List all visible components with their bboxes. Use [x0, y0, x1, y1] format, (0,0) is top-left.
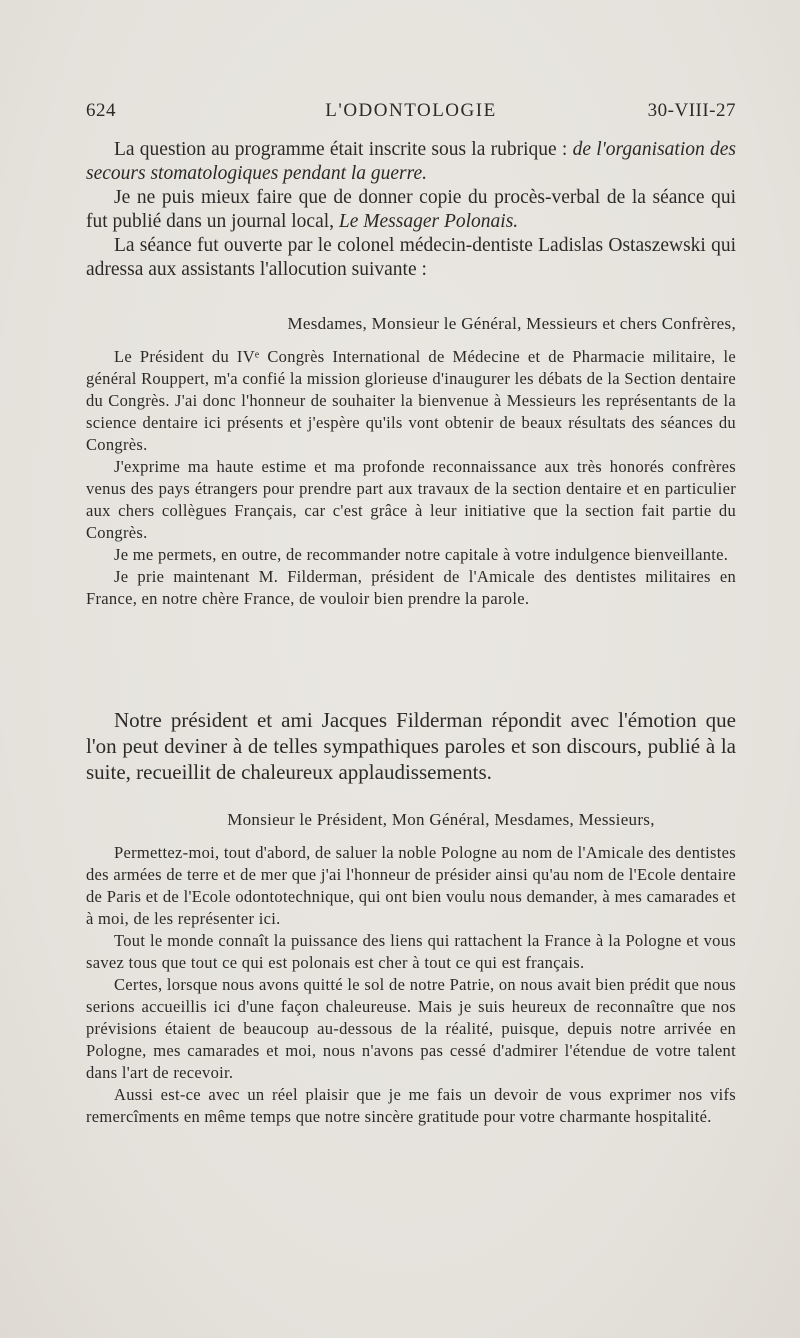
intro-italic: Le Messager Polonais.	[338, 211, 519, 232]
speech-paragraph: Tout le monde connaît la puissance des liens qui rattachent la France à la Pologne et vous savez tous que tout ce qui est polonais est cher à tout ce qui est français.	[86, 931, 736, 972]
issue-date: 30-VIII-27	[647, 100, 736, 121]
intro-text: Je ne puis mieux faire que de donner copie du procès-verbal de la séance qui fut publié dans un journal local,	[86, 187, 736, 232]
speech2-salutation: Monsieur le Président, Mon Général, Mesdames, Messieurs,	[227, 810, 655, 829]
intro-section	[86, 138, 736, 282]
intro-paragraph	[86, 186, 736, 234]
speech-paragraph: J'exprime ma haute estime et ma profonde reconnaissance aux très honorés confrères venus des pays étrangers pour prendre part aux travaux de la section dentaire et en particulier aux chers collègues Français, car c'est grâce à leur initiative que la section fait partie du Congrès.	[86, 457, 736, 542]
page-header	[86, 100, 736, 128]
transition-text: Notre président et ami Jacques Filderman répondit avec l'émotion que l'on peut deviner à de telles sympathiques paroles et son discours, publié à la suite, recueillit de chaleureux applaudissements.	[86, 708, 736, 784]
intro-paragraph: La séance fut ouverte par le colonel médecin-dentiste Ladislas Ostaszewski qui adressa aux assistants l'allocution suivante :	[86, 235, 736, 280]
speech2-body	[86, 842, 736, 1128]
speech1-salutation: Mesdames, Monsieur le Général, Messieurs et chers Confrères,	[287, 314, 736, 333]
transition-paragraph	[86, 707, 736, 785]
intro-paragraph	[86, 138, 736, 186]
journal-title: L'ODONTOLOGIE	[325, 100, 497, 121]
speech-paragraph: Le Président du IVᵉ Congrès International de Médecine et de Pharmacie militaire, le général Rouppert, m'a confié la mission glorieuse d'inaugurer les débats de la Section dentaire du Congrès. J'ai donc l'honneur de souhaiter la bienvenue à Messieurs les représentants de la science dentaire ici présents et j'espère qu'ils vont obtenir de beaux résultats des séances du Congrès.	[86, 347, 736, 454]
page-number: 624	[86, 100, 116, 121]
speech-paragraph: Permettez-moi, tout d'abord, de saluer la noble Pologne au nom de l'Amicale des dentistes des armées de terre et de mer que j'ai l'honneur de présider ainsi qu'au nom de l'Ecole dentaire de Paris et de l'Ecole odontotechnique, qui ont bien voulu nous demander, à mes camarades et à moi, de les représenter ici.	[86, 843, 736, 928]
speech-paragraph: Aussi est-ce avec un réel plaisir que je me fais un devoir de vous exprimer nos vifs remercîments en même temps que notre sincère gratitude pour votre charmante hospitalité.	[86, 1085, 736, 1126]
speech-paragraph: Certes, lorsque nous avons quitté le sol de notre Patrie, on nous avait bien prédit que nous serions accueillis ici d'une façon chaleureuse. Mais je suis heureux de reconnaître que nos prévisions étaient de beaucoup au-dessous de la réalité, puisque, depuis notre arrivée en Pologne, mes camarades et moi, nous n'avons pas cessé d'admirer l'étendue de votre talent dans l'art de recevoir.	[86, 975, 736, 1082]
speech-paragraph: Je me permets, en outre, de recommander notre capitale à votre indulgence bienveillante.	[114, 545, 729, 564]
speech-paragraph: Je prie maintenant M. Filderman, président de l'Amicale des dentistes militaires en France, en notre chère France, de vouloir bien prendre la parole.	[86, 567, 736, 608]
intro-italic: de l'organisation des secours stomatologiques pendant la guerre.	[86, 139, 736, 184]
speech1-body	[86, 346, 736, 610]
intro-text: La question au programme était inscrite sous la rubrique :	[114, 139, 573, 160]
